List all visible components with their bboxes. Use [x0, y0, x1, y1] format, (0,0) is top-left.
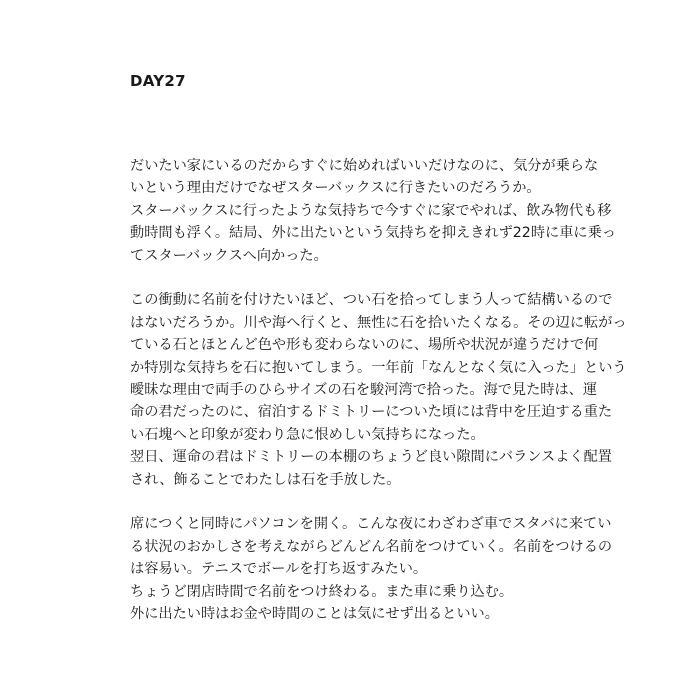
text-line: 曖昧な理由で両手のひらサイズの石を駿河湾で拾った。海で見た時は、運: [130, 382, 598, 399]
text-line: この衝動に名前を付けたいほど、つい石を拾ってしまう人って結構いるので: [130, 292, 613, 309]
paragraph-2: [130, 289, 627, 491]
text-line: 外に出たい時はお金や時間のことは気にせず出るといい。: [130, 606, 499, 623]
text-line: はないだろうか。川や海へ行くと、無性に石を拾いたくなる。その辺に転がっ: [130, 314, 627, 331]
text-line: 席につくと同時にパソコンを開く。こんな夜にわざわざ車でスタバに来てい: [130, 516, 612, 533]
text-line: され、飾ることでわたしは石を手放した。: [130, 471, 401, 488]
paragraph-3: [130, 513, 613, 625]
text-line: 翌日、運命の君はドミトリーの本棚のちょうど良い隙間にバランスよく配置: [130, 449, 612, 466]
text-line: てスターバックスへ向かった。: [130, 247, 328, 264]
text-line: いという理由だけでなぜスターバックスに行きたいのだろうか。: [130, 180, 541, 197]
paragraph-1: [130, 155, 616, 267]
text-line: ている石とほとんど色や形も変わらないのに、場所や状況が違うだけで何: [130, 337, 599, 354]
text-line: か特別な気持ちを石に抱いてしまう。一年前「なんとなく気に入った」という: [130, 359, 627, 376]
text-line: 命の君だったのに、宿泊するドミトリーについた頃には背中を圧迫する重た: [130, 404, 613, 421]
essay-body: [130, 155, 627, 648]
text-line: 動時間も浮く。結局、外に出たいという気持ちを抑えきれず22時に車に乗っ: [130, 225, 616, 242]
page-title: DAY27: [130, 72, 186, 90]
text-line: だいたい家にいるのだからすぐに始めればいいだけなのに、気分が乗らな: [130, 158, 599, 174]
text-line: る状況のおかしさを考えながらどんどん名前をつけていく。名前をつけるの: [130, 538, 613, 555]
text-line: い石塊へと印象が変わり急に恨めしい気持ちになった。: [130, 426, 485, 443]
text-line: は容易い。テニスでボールを打ち返すみたい。: [130, 561, 428, 578]
text-line: スターバックスに行ったような気持ちで今すぐに家でやれば、飲み物代も移: [130, 202, 612, 219]
text-line: ちょうど閉店時間で名前をつけ終わる。また車に乗り込む。: [130, 583, 514, 600]
